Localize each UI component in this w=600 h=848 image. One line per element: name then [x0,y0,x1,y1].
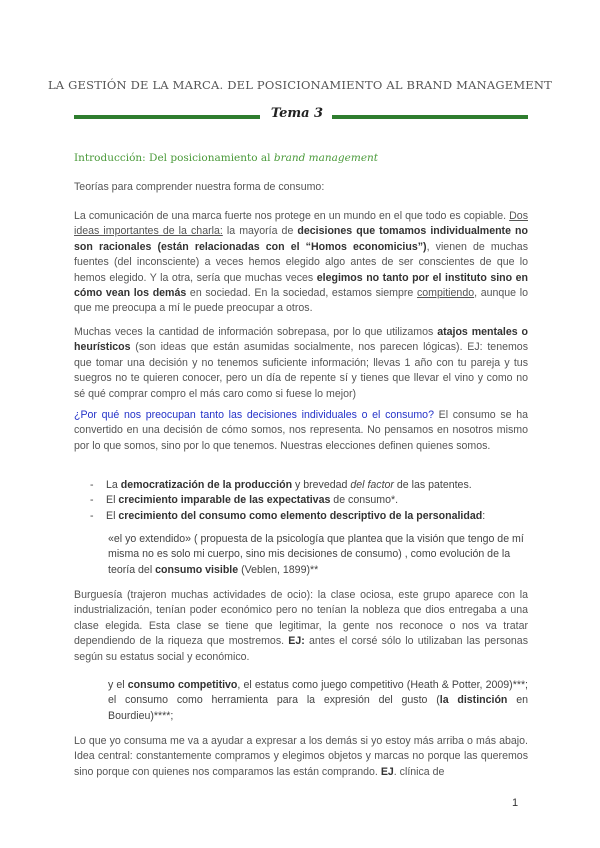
p2-bold-decisions: decisiones que tomamos individualmente no son racionales (están relacionadas con el “Homos economicius”) [74,225,528,253]
bullet-dash: - [90,494,94,507]
quote-competitive-consumption [108,678,528,724]
paragraph-brand-communication [74,209,528,317]
p2-underline-ideas: Dos ideas importantes de la charla: [74,210,528,238]
list-item [90,509,528,524]
bullet-dash: - [90,509,94,522]
quote2-bold-distinction: la distinción [439,694,508,707]
paragraph-central-idea [74,734,528,780]
p3-text-c: (son ideas que están asumidas socialmente, nos parecen lógicas). EJ: tenemos que tomar una decisión y no tenemos suficiente información; llevas 1 año con tu pareja y tus suegros no te quieren conocer, pero un día de repente sí y tienes que llevar el vino y como no sé qué comprar compro el más caro como si fuese lo mejor) [74,341,528,400]
intro-heading-em: brand management [273,152,379,164]
document-title: LA GESTIÓN DE LA MARCA. DEL POSICIONAMIENTO AL BRAND MANAGEMENT [47,78,553,92]
p2-text-c: la mayoría de [222,225,298,238]
p2-text-g: en sociedad. En la sociedad, estamos siempre [186,287,417,300]
paragraph-why-consumption [74,408,528,454]
p4-rest: El consumo se ha convertido en una decisión de cómo somos, nos representa. No pensamos en nosotros mismo por lo que somos, sino por lo que tenemos. Nuestras elecciones definen quienes somos. [74,409,529,452]
tema-rule-right [332,115,528,119]
bullet-text: El [106,494,119,507]
bullet-bold: crecimiento imparable de las expectativas [118,494,331,507]
p2-bold-others: elegimos no tanto por el instituto sino en cómo vean los demás [74,271,528,300]
bullet-text: y brevedad [292,479,351,491]
tema-label: Tema 3 [270,106,324,121]
p2-text-e: , vienen de muchas fuentes (del inconsciente) a veces hemos elegido algo antes de ser conscientes de que lo hemos elegido. Y la otra, sería que muchas veces [74,240,528,284]
paragraph-bourgeoisie [74,588,528,665]
quote2-text-c: , el estatus como juego competitivo (Heath & Potter, 2009)***; el consumo como herramienta para la expresión del gusto ( [108,679,529,707]
p6-text-c: . clínica de [393,765,445,778]
page-number: 1 [512,797,519,809]
quote1-bold: consumo visible [155,563,239,576]
p3-text-a: Muchas veces la cantidad de información sobrepasa, por lo que utilizamos [74,326,438,338]
paragraph-heuristics [74,325,528,402]
tema-header [74,106,528,128]
p3-bold-heuristics: atajos mentales o heurísticos [74,326,528,354]
p6-bold-ej: EJ [380,765,394,778]
p2-text-i: , aunque lo que me preocupa a mí le puede preocupar a otros. [74,287,528,315]
bullet-text: La [106,479,121,491]
quote2-text-e: en Bourdieu)****; [108,694,528,722]
list-item [90,493,528,508]
intro-heading [74,152,528,164]
bullet-dash: - [90,479,94,491]
quote2-text-a: y el [108,679,128,691]
bullet-list [90,478,528,524]
tema-rule-left [74,115,260,119]
intro-heading-text: Introducción: Del posicionamiento al [74,152,274,164]
p6-text-a: Lo que yo consuma me va a ayudar a expresar a los demás si yo estoy más arriba o más abajo. Idea central: constantemente compramos y elegimos objetos y marcas no porque las queremos sino porque con quienes nos comparamos las están comprando. [74,735,528,778]
quote-extended-self [108,532,528,578]
p5-bold-ej: EJ: [288,635,305,648]
quote2-bold-competitive: consumo competitivo [127,679,238,691]
quote1-text-a: «el yo extendido» ( propuesta de la psicología que plantea que la visión que tengo de mí misma no es solo mi cuerpo, sino mis decisiones de consumo) , como evolución de la teoría del [108,533,524,576]
p4-question: ¿Por qué nos preocupan tanto las decisiones individuales o el consumo? [74,409,434,421]
list-item [90,478,528,493]
quote1-text-c: (Veblen, 1899)** [238,563,319,576]
p5-text-a: Burguesía (trajeron muchas actividades de ocio): la clase ociosa, este grupo aparece con la industrialización, tenían poder económico pero no tenían la nobleza que dios entregaba a una clase elegida. Esta clase se tiene que legitimar, la gente nos reconoce o nos va tratar dependiendo de la riqueza que mostremos. [74,589,528,648]
bullet-italic: del factor [350,479,394,491]
bullet-text: de las patentes. [393,479,472,491]
p2-text-a: La comunicación de una marca fuerte nos protege en un mundo en el que todo es copiable. [74,210,510,222]
bullet-bold: crecimiento del consumo como elemento descriptivo de la personalidad [118,509,483,522]
bullet-text: : [482,509,486,522]
bullet-bold: democratización de la producción [120,479,293,491]
paragraph-theories: Teorías para comprender nuestra forma de consumo: [74,181,325,193]
p2-underline-competing: compitiendo [416,287,475,300]
p5-text-c: antes el corsé sólo lo utilizaban las personas según su estatus social y económico. [74,635,528,663]
bullet-text: El [106,509,119,522]
bullet-text: de consumo*. [330,494,399,507]
